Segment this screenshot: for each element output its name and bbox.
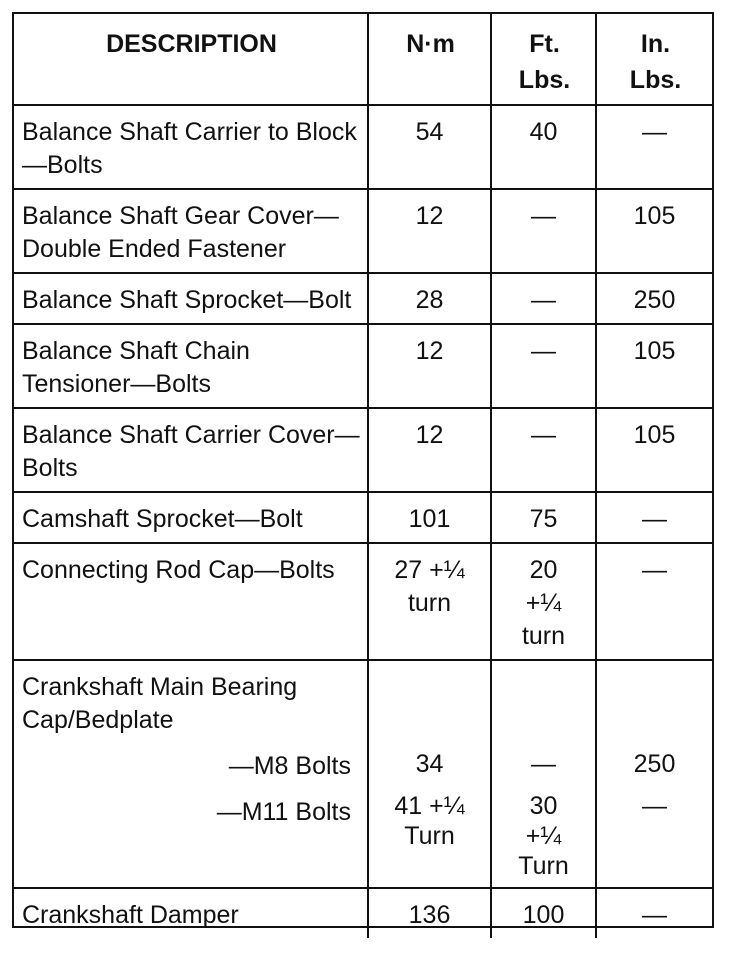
row-nm: 54 [369,106,492,190]
row-description-main: Crankshaft Main Bearing Cap/Bedplate [22,673,298,734]
spacer [371,671,488,737]
row-description: Balance Shaft Carrier to Block—Bolts [14,106,369,190]
row-nm: 27 +¼ turn [369,544,492,661]
row-description: Balance Shaft Carrier Cover—Bolts [14,409,369,493]
row-in-lbs: — [597,493,712,544]
sub-row-ft-lbs: — [531,750,556,778]
row-ft-lbs: — [492,409,597,493]
row-nm: 12 [369,190,492,274]
row-description: Balance Shaft Sprocket—Bolt [14,274,369,325]
sub-row-in-lbs: 250 [633,750,676,778]
spacer [599,671,710,737]
sub-row-label: —M8 Bolts [228,752,351,780]
row-ft-lbs: 100 [492,889,597,938]
header-nm: N·m [369,14,492,106]
row-nm: 101 [369,493,492,544]
row-description: Camshaft Sprocket—Bolt [14,493,369,544]
row-nm: 12 [369,409,492,493]
sub-row-ft-lbs: 30 +¼ Turn [518,792,569,880]
row-ft-lbs: 20 +¼ turn [492,544,597,661]
sub-row-nm: 34 [415,750,444,778]
header-description: DESCRIPTION [14,14,369,106]
header-in-lbs: In. Lbs. [597,14,712,106]
row-nm: 12 [369,325,492,409]
row-in-lbs [597,661,712,889]
torque-table [12,12,714,928]
header-ft-lbs: Ft. Lbs. [492,14,597,106]
sub-row-label: —M11 Bolts [216,798,351,826]
row-in-lbs: — [597,106,712,190]
spacer [514,671,573,737]
row-ft-lbs [492,661,597,889]
row-ft-lbs: 40 [492,106,597,190]
row-description: Connecting Rod Cap—Bolts [14,544,369,661]
row-ft-lbs: — [492,190,597,274]
row-in-lbs: 105 [597,190,712,274]
row-description: Balance Shaft Chain Tensioner—Bolts [14,325,369,409]
sub-row-nm: 41 +¼ Turn [394,792,465,850]
row-ft-lbs: — [492,274,597,325]
row-ft-lbs: — [492,325,597,409]
row-nm: 28 [369,274,492,325]
row-in-lbs: 105 [597,325,712,409]
row-description [14,661,369,889]
row-in-lbs: 250 [597,274,712,325]
row-in-lbs: 105 [597,409,712,493]
row-nm: 136 [369,889,492,938]
row-description: Balance Shaft Gear Cover—Double Ended Fastener [14,190,369,274]
row-description: Crankshaft Damper [14,889,369,938]
row-in-lbs: — [597,544,712,661]
row-ft-lbs: 75 [492,493,597,544]
row-nm [369,661,492,889]
sub-row-in-lbs: — [642,792,667,820]
row-in-lbs: — [642,901,667,929]
